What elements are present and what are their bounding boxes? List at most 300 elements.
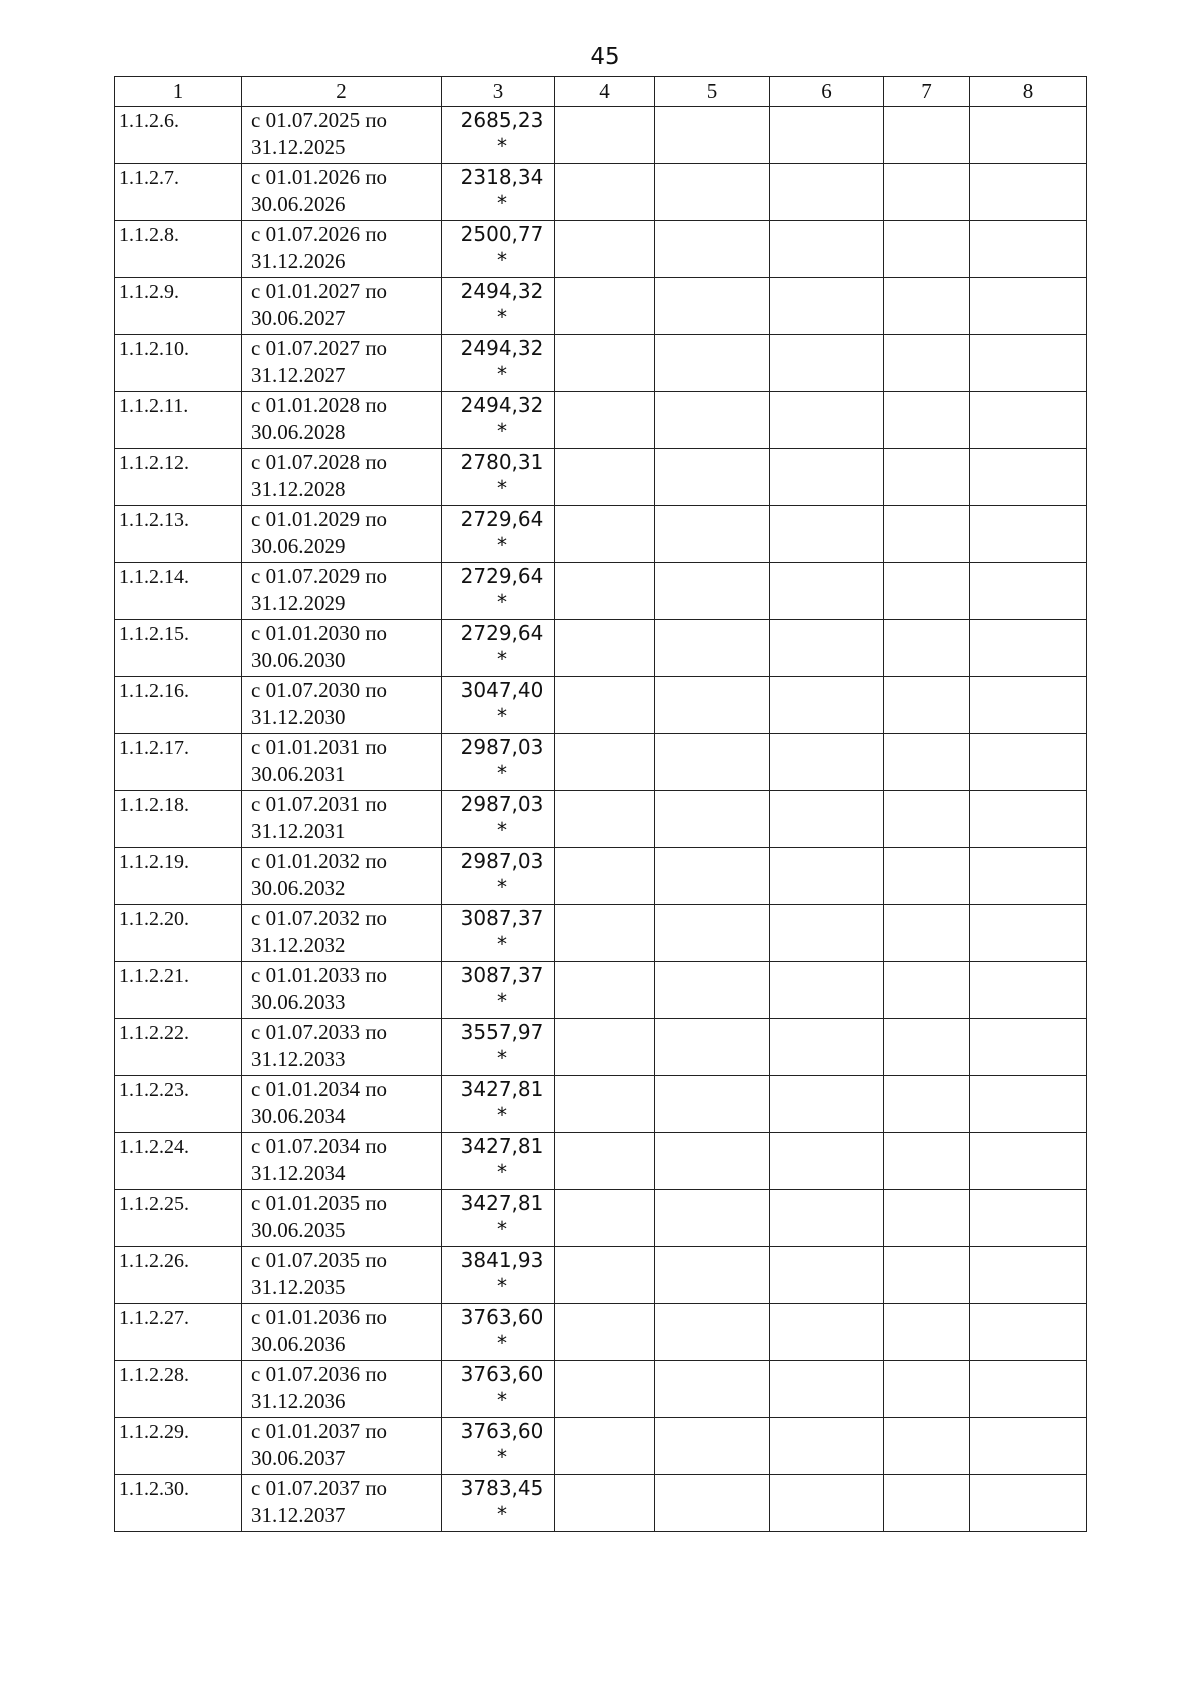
period-start: с 01.01.2029 по: [251, 507, 388, 531]
row-number-cell: 1.1.2.9.: [115, 278, 242, 335]
period-cell: [242, 506, 442, 563]
footnote-mark: *: [497, 1388, 507, 1412]
footnote-mark: *: [497, 1502, 507, 1526]
row-number-cell: 1.1.2.25.: [115, 1190, 242, 1247]
tariff-value: 2780,31: [460, 450, 544, 474]
period-end: 31.12.2028: [251, 477, 346, 501]
empty-cell-col-4: [555, 107, 655, 164]
tariff-value-cell: [442, 164, 555, 221]
row-number-cell: 1.1.2.6.: [115, 107, 242, 164]
period-start: с 01.07.2030 по: [251, 678, 388, 702]
empty-cell-col-5: [655, 1076, 770, 1133]
period-start: с 01.01.2037 по: [251, 1419, 388, 1443]
period-cell: [242, 392, 442, 449]
table-row: [115, 392, 1087, 449]
empty-cell-col-7: [884, 1475, 970, 1532]
tariff-value: 3763,60: [460, 1362, 544, 1386]
empty-cell-col-6: [770, 278, 884, 335]
period-end: 31.12.2026: [251, 249, 346, 273]
period-start: с 01.01.2033 по: [251, 963, 388, 987]
period-cell: [242, 1304, 442, 1361]
empty-cell-col-7: [884, 278, 970, 335]
footnote-mark: *: [497, 761, 507, 785]
period-start: с 01.01.2028 по: [251, 393, 388, 417]
empty-cell-col-6: [770, 563, 884, 620]
empty-cell-col-7: [884, 905, 970, 962]
empty-cell-col-8: [970, 392, 1087, 449]
period-end: 30.06.2027: [251, 306, 346, 330]
empty-cell-col-7: [884, 449, 970, 506]
empty-cell-col-6: [770, 392, 884, 449]
footnote-mark: *: [497, 590, 507, 614]
tariff-value-cell: [442, 1076, 555, 1133]
empty-cell-col-4: [555, 563, 655, 620]
period-end: 30.06.2035: [251, 1218, 346, 1242]
empty-cell-col-8: [970, 620, 1087, 677]
table-row: [115, 620, 1087, 677]
empty-cell-col-8: [970, 1076, 1087, 1133]
empty-cell-col-7: [884, 620, 970, 677]
period-end: 30.06.2037: [251, 1446, 346, 1470]
period-cell: [242, 563, 442, 620]
table-body: [115, 107, 1087, 1532]
empty-cell-col-7: [884, 677, 970, 734]
empty-cell-col-5: [655, 1418, 770, 1475]
footnote-mark: *: [497, 818, 507, 842]
period-cell: [242, 278, 442, 335]
tariff-value: 3763,60: [460, 1419, 544, 1443]
period-start: с 01.01.2032 по: [251, 849, 388, 873]
empty-cell-col-8: [970, 449, 1087, 506]
tariff-value: 2494,32: [460, 279, 544, 303]
period-cell: [242, 848, 442, 905]
empty-cell-col-6: [770, 848, 884, 905]
period-start: с 01.07.2032 по: [251, 906, 388, 930]
column-header: 4: [555, 77, 655, 107]
empty-cell-col-4: [555, 1475, 655, 1532]
page-number: 45: [590, 44, 620, 70]
footnote-mark: *: [497, 533, 507, 557]
tariff-table: [114, 76, 1087, 1532]
period-end: 30.06.2031: [251, 762, 346, 786]
period-start: с 01.07.2037 по: [251, 1476, 388, 1500]
footnote-mark: *: [497, 1046, 507, 1070]
footnote-mark: *: [497, 704, 507, 728]
empty-cell-col-8: [970, 1361, 1087, 1418]
empty-cell-col-6: [770, 905, 884, 962]
row-number-cell: 1.1.2.26.: [115, 1247, 242, 1304]
empty-cell-col-6: [770, 1361, 884, 1418]
row-number-cell: 1.1.2.17.: [115, 734, 242, 791]
empty-cell-col-5: [655, 791, 770, 848]
empty-cell-col-7: [884, 848, 970, 905]
period-start: с 01.07.2025 по: [251, 108, 388, 132]
period-end: 31.12.2027: [251, 363, 346, 387]
empty-cell-col-6: [770, 107, 884, 164]
tariff-value: 2318,34: [460, 165, 544, 189]
period-start: с 01.01.2036 по: [251, 1305, 388, 1329]
empty-cell-col-5: [655, 392, 770, 449]
table-row: [115, 1019, 1087, 1076]
period-cell: [242, 1361, 442, 1418]
tariff-value-cell: [442, 506, 555, 563]
row-number-cell: 1.1.2.13.: [115, 506, 242, 563]
empty-cell-col-6: [770, 734, 884, 791]
tariff-value: 2685,23: [460, 108, 544, 132]
footnote-mark: *: [497, 1217, 507, 1241]
column-header: 3: [442, 77, 555, 107]
table-row: [115, 449, 1087, 506]
footnote-mark: *: [497, 191, 507, 215]
row-number-cell: 1.1.2.12.: [115, 449, 242, 506]
period-cell: [242, 164, 442, 221]
empty-cell-col-6: [770, 1475, 884, 1532]
table-row: [115, 1304, 1087, 1361]
empty-cell-col-5: [655, 1361, 770, 1418]
empty-cell-col-5: [655, 620, 770, 677]
table-row: [115, 563, 1087, 620]
tariff-value: 3087,37: [460, 906, 544, 930]
tariff-value-cell: [442, 107, 555, 164]
empty-cell-col-6: [770, 221, 884, 278]
period-cell: [242, 962, 442, 1019]
tariff-value-cell: [442, 1304, 555, 1361]
empty-cell-col-7: [884, 164, 970, 221]
table-row: [115, 506, 1087, 563]
tariff-value: 3047,40: [460, 678, 544, 702]
column-header: 1: [115, 77, 242, 107]
empty-cell-col-4: [555, 1247, 655, 1304]
table-row: [115, 335, 1087, 392]
tariff-value-cell: [442, 563, 555, 620]
period-start: с 01.01.2035 по: [251, 1191, 388, 1215]
empty-cell-col-5: [655, 449, 770, 506]
table-row: [115, 221, 1087, 278]
empty-cell-col-7: [884, 1019, 970, 1076]
empty-cell-col-5: [655, 734, 770, 791]
empty-cell-col-5: [655, 221, 770, 278]
period-start: с 01.07.2028 по: [251, 450, 388, 474]
empty-cell-col-7: [884, 221, 970, 278]
empty-cell-col-4: [555, 392, 655, 449]
period-end: 30.06.2026: [251, 192, 346, 216]
period-cell: [242, 1190, 442, 1247]
period-end: 31.12.2031: [251, 819, 346, 843]
empty-cell-col-7: [884, 1190, 970, 1247]
period-end: 30.06.2030: [251, 648, 346, 672]
column-header: 6: [770, 77, 884, 107]
empty-cell-col-4: [555, 962, 655, 1019]
empty-cell-col-8: [970, 1247, 1087, 1304]
empty-cell-col-6: [770, 449, 884, 506]
period-start: с 01.01.2030 по: [251, 621, 388, 645]
empty-cell-col-4: [555, 335, 655, 392]
empty-cell-col-6: [770, 677, 884, 734]
empty-cell-col-4: [555, 734, 655, 791]
empty-cell-col-7: [884, 1247, 970, 1304]
empty-cell-col-7: [884, 335, 970, 392]
footnote-mark: *: [497, 362, 507, 386]
period-start: с 01.01.2034 по: [251, 1077, 388, 1101]
tariff-value: 2494,32: [460, 336, 544, 360]
tariff-value: 2987,03: [460, 849, 544, 873]
empty-cell-col-4: [555, 1418, 655, 1475]
empty-cell-col-6: [770, 1304, 884, 1361]
empty-cell-col-8: [970, 164, 1087, 221]
empty-cell-col-8: [970, 734, 1087, 791]
empty-cell-col-5: [655, 905, 770, 962]
column-header: 2: [242, 77, 442, 107]
empty-cell-col-5: [655, 164, 770, 221]
period-start: с 01.07.2033 по: [251, 1020, 388, 1044]
table-row: [115, 1133, 1087, 1190]
tariff-value: 3557,97: [460, 1020, 544, 1044]
empty-cell-col-7: [884, 962, 970, 1019]
row-number-cell: 1.1.2.11.: [115, 392, 242, 449]
period-end: 31.12.2029: [251, 591, 346, 615]
empty-cell-col-4: [555, 1361, 655, 1418]
empty-cell-col-4: [555, 1019, 655, 1076]
table-row: [115, 1418, 1087, 1475]
empty-cell-col-6: [770, 1190, 884, 1247]
table-row: [115, 734, 1087, 791]
tariff-value-cell: [442, 677, 555, 734]
empty-cell-col-5: [655, 1190, 770, 1247]
footnote-mark: *: [497, 989, 507, 1013]
footnote-mark: *: [497, 1103, 507, 1127]
empty-cell-col-6: [770, 791, 884, 848]
row-number-cell: 1.1.2.22.: [115, 1019, 242, 1076]
tariff-value-cell: [442, 962, 555, 1019]
tariff-value: 2729,64: [460, 507, 544, 531]
row-number-cell: 1.1.2.10.: [115, 335, 242, 392]
row-number-cell: 1.1.2.14.: [115, 563, 242, 620]
period-end: 31.12.2036: [251, 1389, 346, 1413]
footnote-mark: *: [497, 419, 507, 443]
empty-cell-col-7: [884, 563, 970, 620]
footnote-mark: *: [497, 134, 507, 158]
empty-cell-col-5: [655, 278, 770, 335]
period-cell: [242, 1019, 442, 1076]
period-start: с 01.01.2026 по: [251, 165, 388, 189]
empty-cell-col-8: [970, 1133, 1087, 1190]
empty-cell-col-8: [970, 905, 1087, 962]
empty-cell-col-4: [555, 677, 655, 734]
period-start: с 01.07.2035 по: [251, 1248, 388, 1272]
footnote-mark: *: [497, 1160, 507, 1184]
tariff-value-cell: [442, 905, 555, 962]
tariff-value-cell: [442, 734, 555, 791]
footnote-mark: *: [497, 305, 507, 329]
tariff-value: 3763,60: [460, 1305, 544, 1329]
period-cell: [242, 221, 442, 278]
footnote-mark: *: [497, 1274, 507, 1298]
period-cell: [242, 734, 442, 791]
tariff-value-cell: [442, 1133, 555, 1190]
empty-cell-col-6: [770, 1076, 884, 1133]
tariff-value: 2729,64: [460, 564, 544, 588]
row-number-cell: 1.1.2.23.: [115, 1076, 242, 1133]
tariff-value: 3087,37: [460, 963, 544, 987]
empty-cell-col-7: [884, 1361, 970, 1418]
table-row: [115, 1475, 1087, 1532]
tariff-value: 2500,77: [460, 222, 544, 246]
empty-cell-col-6: [770, 1019, 884, 1076]
empty-cell-col-4: [555, 905, 655, 962]
row-number-cell: 1.1.2.27.: [115, 1304, 242, 1361]
period-cell: [242, 335, 442, 392]
table-row: [115, 1361, 1087, 1418]
empty-cell-col-8: [970, 107, 1087, 164]
empty-cell-col-4: [555, 506, 655, 563]
empty-cell-col-5: [655, 962, 770, 1019]
empty-cell-col-7: [884, 1133, 970, 1190]
empty-cell-col-7: [884, 1418, 970, 1475]
period-cell: [242, 449, 442, 506]
table-row: [115, 791, 1087, 848]
empty-cell-col-8: [970, 1019, 1087, 1076]
tariff-value-cell: [442, 1418, 555, 1475]
period-end: 30.06.2029: [251, 534, 346, 558]
footnote-mark: *: [497, 248, 507, 272]
row-number-cell: 1.1.2.16.: [115, 677, 242, 734]
empty-cell-col-5: [655, 1019, 770, 1076]
row-number-cell: 1.1.2.7.: [115, 164, 242, 221]
row-number-cell: 1.1.2.29.: [115, 1418, 242, 1475]
empty-cell-col-8: [970, 1475, 1087, 1532]
empty-cell-col-7: [884, 1304, 970, 1361]
empty-cell-col-4: [555, 164, 655, 221]
empty-cell-col-8: [970, 791, 1087, 848]
period-end: 30.06.2033: [251, 990, 346, 1014]
table-row: [115, 962, 1087, 1019]
footnote-mark: *: [497, 875, 507, 899]
tariff-value-cell: [442, 335, 555, 392]
tariff-value-cell: [442, 1190, 555, 1247]
empty-cell-col-5: [655, 677, 770, 734]
tariff-value-cell: [442, 1475, 555, 1532]
footnote-mark: *: [497, 647, 507, 671]
empty-cell-col-7: [884, 392, 970, 449]
empty-cell-col-8: [970, 1304, 1087, 1361]
empty-cell-col-5: [655, 1247, 770, 1304]
period-end: 31.12.2037: [251, 1503, 346, 1527]
empty-cell-col-6: [770, 506, 884, 563]
empty-cell-col-8: [970, 848, 1087, 905]
row-number-cell: 1.1.2.8.: [115, 221, 242, 278]
tariff-value-cell: [442, 1247, 555, 1304]
empty-cell-col-8: [970, 1418, 1087, 1475]
empty-cell-col-4: [555, 1190, 655, 1247]
empty-cell-col-4: [555, 620, 655, 677]
tariff-value: 3427,81: [460, 1191, 544, 1215]
tariff-value-cell: [442, 848, 555, 905]
period-cell: [242, 1076, 442, 1133]
empty-cell-col-4: [555, 278, 655, 335]
table-row: [115, 107, 1087, 164]
period-end: 31.12.2035: [251, 1275, 346, 1299]
empty-cell-col-8: [970, 962, 1087, 1019]
table-row: [115, 164, 1087, 221]
period-cell: [242, 620, 442, 677]
period-end: 31.12.2032: [251, 933, 346, 957]
table-row: [115, 905, 1087, 962]
table-row: [115, 677, 1087, 734]
table-row: [115, 1076, 1087, 1133]
column-header: 7: [884, 77, 970, 107]
empty-cell-col-6: [770, 962, 884, 1019]
empty-cell-col-5: [655, 1475, 770, 1532]
empty-cell-col-5: [655, 1133, 770, 1190]
period-cell: [242, 1247, 442, 1304]
period-end: 31.12.2030: [251, 705, 346, 729]
empty-cell-col-8: [970, 1190, 1087, 1247]
empty-cell-col-4: [555, 449, 655, 506]
row-number-cell: 1.1.2.20.: [115, 905, 242, 962]
period-start: с 01.07.2034 по: [251, 1134, 388, 1158]
column-header: 8: [970, 77, 1087, 107]
row-number-cell: 1.1.2.15.: [115, 620, 242, 677]
row-number-cell: 1.1.2.24.: [115, 1133, 242, 1190]
empty-cell-col-5: [655, 563, 770, 620]
footnote-mark: *: [497, 932, 507, 956]
empty-cell-col-6: [770, 1133, 884, 1190]
period-start: с 01.07.2027 по: [251, 336, 388, 360]
period-start: с 01.01.2027 по: [251, 279, 388, 303]
empty-cell-col-5: [655, 506, 770, 563]
tariff-value-cell: [442, 1019, 555, 1076]
period-end: 30.06.2034: [251, 1104, 346, 1128]
tariff-value-cell: [442, 620, 555, 677]
period-start: с 01.07.2031 по: [251, 792, 388, 816]
period-cell: [242, 1133, 442, 1190]
tariff-value: 3427,81: [460, 1134, 544, 1158]
tariff-value-cell: [442, 392, 555, 449]
tariff-value: 2729,64: [460, 621, 544, 645]
empty-cell-col-6: [770, 335, 884, 392]
empty-cell-col-7: [884, 506, 970, 563]
empty-cell-col-6: [770, 1418, 884, 1475]
empty-cell-col-6: [770, 620, 884, 677]
tariff-value-cell: [442, 449, 555, 506]
table-row: [115, 1190, 1087, 1247]
empty-cell-col-6: [770, 164, 884, 221]
table-row: [115, 1247, 1087, 1304]
empty-cell-col-8: [970, 506, 1087, 563]
period-end: 30.06.2032: [251, 876, 346, 900]
period-cell: [242, 107, 442, 164]
empty-cell-col-6: [770, 1247, 884, 1304]
footnote-mark: *: [497, 1331, 507, 1355]
empty-cell-col-7: [884, 734, 970, 791]
period-cell: [242, 1418, 442, 1475]
table-row: [115, 278, 1087, 335]
period-end: 30.06.2028: [251, 420, 346, 444]
empty-cell-col-8: [970, 278, 1087, 335]
row-number-cell: 1.1.2.30.: [115, 1475, 242, 1532]
table-header-row: [115, 77, 1087, 107]
period-cell: [242, 677, 442, 734]
row-number-cell: 1.1.2.18.: [115, 791, 242, 848]
tariff-value: 3427,81: [460, 1077, 544, 1101]
period-start: с 01.07.2029 по: [251, 564, 388, 588]
empty-cell-col-7: [884, 107, 970, 164]
row-number-cell: 1.1.2.28.: [115, 1361, 242, 1418]
empty-cell-col-7: [884, 1076, 970, 1133]
empty-cell-col-4: [555, 221, 655, 278]
empty-cell-col-7: [884, 791, 970, 848]
tariff-value-cell: [442, 221, 555, 278]
